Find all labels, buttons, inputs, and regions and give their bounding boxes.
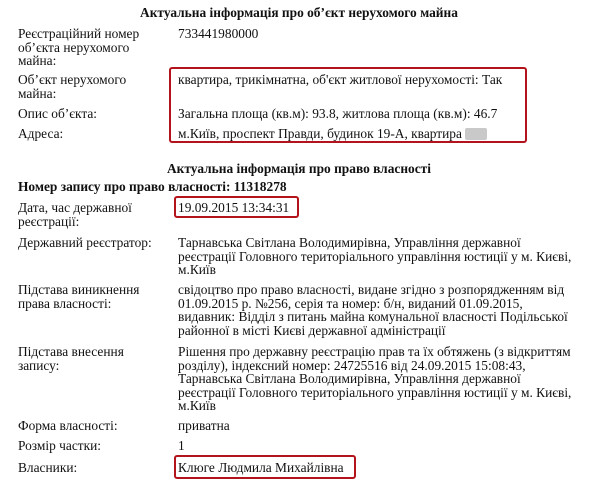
basis-entry-value: Рішення про державну реєстрацію прав та їх обтяжень (з відкриттям розділу), індексний номер: 24725516 від 24.09.2015 15:08:43, Тарнавська Світлана Володимирівна, Управління державної реєстрації Головного територіального управління юстиції у м. Києві, м.Київ — [178, 344, 572, 413]
registration-date-label: Дата, час державної реєстрації: — [18, 200, 132, 229]
share-value: 1 — [178, 438, 185, 453]
description-value: Загальна площа (кв.м): 93.8, житлова площа (кв.м): 46.7 — [178, 106, 498, 121]
date-highlight-box — [174, 196, 299, 218]
object-label: Об’єкт нерухомого майна: — [18, 72, 127, 101]
basis-entry-label: Підстава внесення запису: — [18, 344, 124, 373]
registration-date-value: 19.09.2015 13:34:31 — [178, 200, 290, 215]
owners-value: Клюге Людмила Михайлівна — [178, 460, 344, 475]
owners-label: Власники: — [18, 460, 78, 475]
registrar-label: Державний реєстратор: — [18, 235, 152, 250]
ownership-section-title: Актуальна інформація про право власності — [167, 161, 431, 176]
object-value: квартира, трикімнатна, об'єкт житлової нерухомості: Так — [178, 72, 503, 87]
basis-origin-value: свідоцтво про право власності, видане згідно з розпорядженням від 01.09.2015 р. №256, серія та номер: б/н, виданий 01.09.2015, видавник: Відділ з питань майна комунальної власності Подільської районної в місті Києві державної адміністрації — [178, 282, 568, 338]
share-label: Розмір частки: — [18, 438, 102, 453]
address-label: Адреса: — [18, 126, 64, 141]
description-label: Опис об’єкта: — [18, 106, 98, 121]
ownership-form-label: Форма власності: — [18, 418, 118, 433]
owner-highlight-box — [174, 455, 356, 479]
basis-origin-label: Підстава виникнення права власності: — [18, 282, 140, 311]
object-section-title: Актуальна інформація про об’єкт нерухомого майна — [140, 5, 458, 20]
address-value: м.Київ, проспект Правди, будинок 19-А, квартира — [178, 126, 462, 141]
reg-number-label: Реєстраційний номер об’єкта нерухомого майна: — [18, 26, 140, 68]
ownership-form-value: приватна — [178, 418, 230, 433]
property-highlight-box — [169, 67, 527, 143]
registrar-value: Тарнавська Світлана Володимирівна, Управління державної реєстрації Головного територіального управління юстиції у м. Києві, м.Київ — [178, 235, 572, 277]
reg-number-value: 733441980000 — [178, 26, 259, 41]
record-number: Номер запису про право власності: 11318278 — [18, 179, 287, 194]
